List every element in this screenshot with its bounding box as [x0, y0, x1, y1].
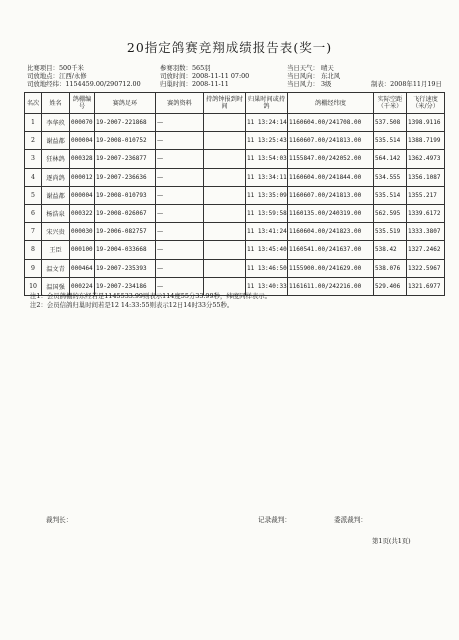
cell-rank: 4 — [25, 168, 42, 186]
cell-name: 王臣 — [42, 241, 70, 259]
cell-loft: 000224 — [70, 277, 95, 295]
cell-rank: 6 — [25, 204, 42, 222]
cell-clock — [204, 132, 246, 150]
cell-clock — [204, 168, 246, 186]
release-place: 司放地点：江西/永修 — [27, 72, 87, 80]
cell-distance: 535.514 — [374, 132, 407, 150]
cell-clock — [204, 114, 246, 132]
cell-clock — [204, 241, 246, 259]
cell-distance: 534.555 — [374, 168, 407, 186]
cell-speed: 1327.2462 — [407, 241, 445, 259]
cell-rank: 10 — [25, 277, 42, 295]
referee-signature: 裁判长： — [46, 516, 73, 524]
cell-info: — — [156, 204, 204, 222]
cell-ring: 19-2008-010793 — [95, 186, 156, 204]
cell-rank: 3 — [25, 150, 42, 168]
signature-line — [0, 514, 459, 526]
cell-info: — — [156, 277, 204, 295]
cell-info: — — [156, 186, 204, 204]
header-name: 姓名 — [42, 93, 70, 114]
page-number: 第1页(共1页) — [372, 537, 411, 545]
cell-name: 温文青 — [42, 259, 70, 277]
cell-rank: 5 — [25, 186, 42, 204]
table-row — [25, 132, 445, 150]
cell-coords: 1160604.00/241708.00 — [288, 114, 374, 132]
cell-speed: 1355.217 — [407, 186, 445, 204]
cell-loft: 000030 — [70, 223, 95, 241]
cell-ring: 19-2007-236877 — [95, 150, 156, 168]
report-title: 20指定鸽赛竞翔成绩报告表(奖一) — [126, 40, 333, 55]
cell-info: — — [156, 168, 204, 186]
table-header-row — [25, 93, 445, 114]
cell-arrival: 11 13:41:24 — [246, 223, 288, 241]
recording-referee-signature: 记录裁判： — [258, 516, 291, 524]
return-date: 归巢时间：2008-11-11 — [160, 80, 229, 88]
cell-ring: 19-2007-235393 — [95, 259, 156, 277]
cell-coords: 1160607.00/241813.00 — [288, 132, 374, 150]
cell-arrival: 11 13:34:11 — [246, 168, 288, 186]
cell-info: — — [156, 114, 204, 132]
cell-ring: 19-2007-234186 — [95, 277, 156, 295]
cell-ring: 19-2006-082757 — [95, 223, 156, 241]
cell-speed: 1321.6977 — [407, 277, 445, 295]
cell-distance: 538.42 — [374, 241, 407, 259]
cell-info: — — [156, 259, 204, 277]
cell-clock — [204, 150, 246, 168]
cell-name: 狂林鸽 — [42, 150, 70, 168]
cell-speed: 1333.3807 — [407, 223, 445, 241]
cell-coords: 1160541.00/241637.00 — [288, 241, 374, 259]
cell-distance: 529.406 — [374, 277, 407, 295]
cell-speed: 1356.1087 — [407, 168, 445, 186]
cell-info: — — [156, 150, 204, 168]
cell-ring: 19-2007-236636 — [95, 168, 156, 186]
footnote-time: 注2：会员信鸽归巢时间若是12 14:33:55则表示12日14时33分55秒。 — [30, 300, 234, 309]
table-row — [25, 223, 445, 241]
header-loft: 鸽棚编号 — [70, 93, 95, 114]
cell-loft: 000328 — [70, 150, 95, 168]
cell-distance: 564.142 — [374, 150, 407, 168]
made-date: 制表：2008年11月19日 — [371, 80, 442, 88]
cell-arrival: 11 13:24:14 — [246, 114, 288, 132]
cell-loft: 000322 — [70, 204, 95, 222]
cell-loft: 000070 — [70, 114, 95, 132]
cell-coords: 1160607.00/241813.00 — [288, 186, 374, 204]
header-distance: 实际空距（千米） — [374, 93, 407, 114]
delegated-referee-signature: 委派裁判： — [334, 516, 367, 524]
cell-clock — [204, 186, 246, 204]
release-coords: 司放地经纬：1154459.00/290712.00 — [27, 80, 141, 88]
cell-distance: 538.076 — [374, 259, 407, 277]
results-table — [24, 92, 445, 296]
header-clock: 持鸽钟报到时间 — [204, 93, 246, 114]
cell-clock — [204, 204, 246, 222]
race-item: 比赛项目：500千米 — [27, 64, 84, 72]
header-speed: 飞行速度（米/分） — [407, 93, 445, 114]
cell-rank: 7 — [25, 223, 42, 241]
cell-arrival: 11 13:54:03 — [246, 150, 288, 168]
cell-rank: 8 — [25, 241, 42, 259]
cell-info: — — [156, 241, 204, 259]
table-row — [25, 114, 445, 132]
header-info: 赛鸽资料 — [156, 93, 204, 114]
header-ring: 赛鸽足环 — [95, 93, 156, 114]
cell-speed: 1322.5967 — [407, 259, 445, 277]
cell-speed: 1398.9116 — [407, 114, 445, 132]
cell-clock — [204, 223, 246, 241]
footnote-coords: 注1：会员鸽棚的东经若是1145533.99则表示114度55分33.99秒，纬度同样表示。 — [30, 292, 272, 300]
footnotes — [30, 292, 440, 309]
cell-distance: 562.595 — [374, 204, 407, 222]
cell-loft: 000464 — [70, 259, 95, 277]
table-row — [25, 150, 445, 168]
table-row — [25, 241, 445, 259]
header-arrival: 归巢时间或持鸽 — [246, 93, 288, 114]
weather: 当日天气： 晴天 — [287, 64, 334, 72]
cell-speed: 1339.6172 — [407, 204, 445, 222]
cell-info: — — [156, 223, 204, 241]
cell-arrival: 11 13:40:33 — [246, 277, 288, 295]
cell-loft: 000004 — [70, 132, 95, 150]
cell-coords: 1161611.00/242216.00 — [288, 277, 374, 295]
cell-ring: 19-2008-026067 — [95, 204, 156, 222]
cell-name: 温国强 — [42, 277, 70, 295]
table-row — [25, 204, 445, 222]
table-row — [25, 168, 445, 186]
cell-loft: 000100 — [70, 241, 95, 259]
cell-speed: 1362.4973 — [407, 150, 445, 168]
cell-name: 逐尚鸽 — [42, 168, 70, 186]
cell-ring: 19-2008-010752 — [95, 132, 156, 150]
cell-arrival: 11 13:35:09 — [246, 186, 288, 204]
wind-force: 当日风力： 3级 — [287, 80, 332, 88]
cell-name: 谢益都 — [42, 186, 70, 204]
cell-clock — [204, 259, 246, 277]
cell-coords: 1155900.00/241629.00 — [288, 259, 374, 277]
cell-ring: 19-2007-221868 — [95, 114, 156, 132]
cell-speed: 1388.7199 — [407, 132, 445, 150]
cell-loft: 000012 — [70, 168, 95, 186]
entry-count: 参赛羽数：565羽 — [160, 64, 211, 72]
table-row — [25, 186, 445, 204]
wind-direction: 当日风向： 东北风 — [287, 72, 341, 80]
cell-arrival: 11 13:59:58 — [246, 204, 288, 222]
cell-distance: 535.514 — [374, 186, 407, 204]
cell-ring: 19-2004-033668 — [95, 241, 156, 259]
cell-rank: 1 — [25, 114, 42, 132]
cell-arrival: 11 13:45:40 — [246, 241, 288, 259]
table-row — [25, 259, 445, 277]
cell-arrival: 11 13:46:50 — [246, 259, 288, 277]
cell-name: 宋兴贵 — [42, 223, 70, 241]
cell-distance: 535.519 — [374, 223, 407, 241]
cell-rank: 2 — [25, 132, 42, 150]
header-coords: 鸽棚经纬度 — [288, 93, 374, 114]
cell-info: — — [156, 132, 204, 150]
release-time: 司放时间：2008-11-11 07:00 — [160, 72, 250, 80]
cell-loft: 000004 — [70, 186, 95, 204]
cell-arrival: 11 13:25:43 — [246, 132, 288, 150]
cell-name: 谢益都 — [42, 132, 70, 150]
cell-coords: 1160604.00/241823.00 — [288, 223, 374, 241]
cell-coords: 1160135.00/240319.00 — [288, 204, 374, 222]
cell-name: 杨浩泉 — [42, 204, 70, 222]
cell-name: 李华玖 — [42, 114, 70, 132]
cell-coords: 1160604.00/241844.00 — [288, 168, 374, 186]
header-rank: 名次 — [25, 93, 42, 114]
cell-rank: 9 — [25, 259, 42, 277]
cell-distance: 537.508 — [374, 114, 407, 132]
cell-coords: 1155847.00/242052.00 — [288, 150, 374, 168]
